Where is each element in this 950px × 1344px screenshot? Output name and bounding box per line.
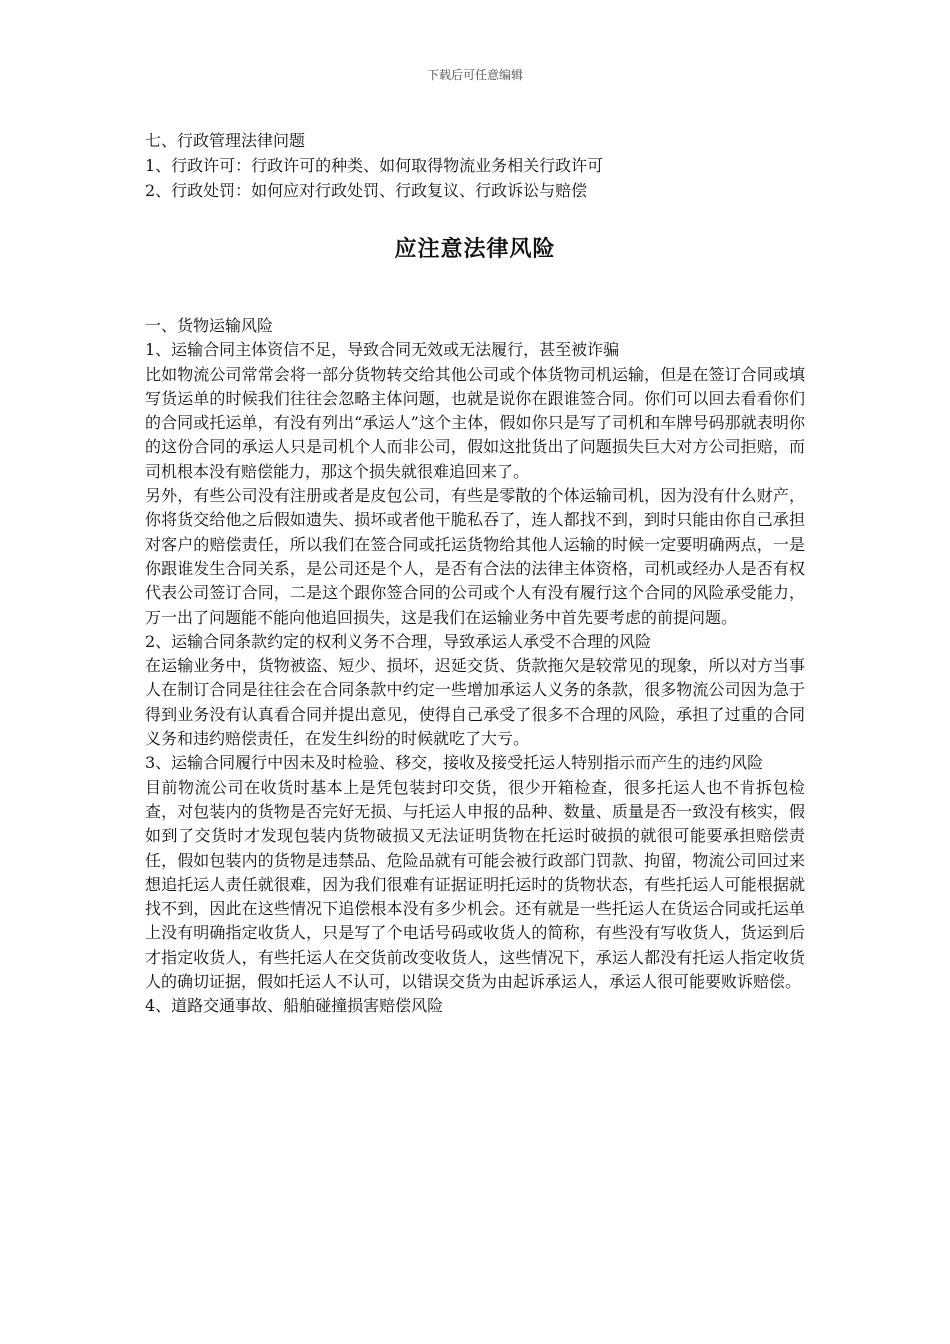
paragraph: 目前物流公司在收货时基本上是凭包装封印交货，很少开箱检查，很多托运人也不肯拆包检查，对包装内的货物是否完好无损、与托运人申报的品种、数量、质量是否一致没有核实，假如到了交货时才发现包装内货物破损又无法证明货物在托运时破损的就很可能要承担赔偿责任，假如包装内的货物是违禁品、危险品就有可能会被行政部门罚款、拘留，物流公司回过来想追托运人责任就很难，因为我们很难有证据证明托运时的货物状态，有些托运人可能根据就找不到，因此在这些情况下追偿根本没有多少机会。还有就是一些托运人在货运合同或托运单上没有明确指定收货人，只是写了个电话号码或收货人的简称，有些没有写收货人，货运到后才指定收货人，有些托运人在交货前改变收货人，这些情况下，承运人都没有托运人指定收货人的确切证据，假如托运人不认可，以错误交货为由起诉承运人，承运人很可能要败诉赔偿。 [145,777,805,992]
paragraph: 在运输业务中，货物被盗、短少、损坏，迟延交货、货款拖欠是较常见的现象，所以对方当事人在制订合同是往往会在合同条款中约定一些增加承运人义务的条款，很多物流公司因为急于得到业务没有认真看合同并提出意见，使得自己承受了很多不合理的风险，承担了过重的合同义务和违约赔偿责任，在发生纠纷的时候就吃了大亏。 [145,656,805,749]
paragraph: 另外，有些公司没有注册或者是皮包公司，有些是零散的个体运输司机，因为没有什么财产，你将货交给他之后假如遗失、损坏或者他干脆私吞了，连人都找不到，到时只能由你自己承担对客户的赔偿责任，所以我们在签合同或托运货物给其他人运输的时候一定要明确两点，一是你跟谁发生合同关系，是公司还是个人，是否有合法的法律主体资格，司机或经办人是否有权代表公司签订合同，二是这个跟你签合同的公司或个人有没有履行这个合同的风险承受能力，万一出了问题能不能向他追回损失，这是我们在运输业务中首先要考虑的前提问题。 [145,486,805,627]
section-cargo-transport-risk [145,314,805,1019]
section-heading: 七、行政管理法律问题 [145,131,306,150]
subheading-contract-subject: 1、运输合同主体资信不足，导致合同无效或无法履行，甚至被诈骗 [145,340,620,360]
part-heading: 一、货物运输风险 [145,316,274,335]
paragraph: 比如物流公司常常会将一部分货物转交给其他公司或个体货物司机运输，但是在签订合同或填写货运单的时候我们往往会忽略主体问题，也就是说你在跟谁签合同。你们可以回去看看你们的合同或托运单，有没有列出“承运人”这个主体，假如你只是写了司机和车牌号码那就表明你的这份合同的承运人只是司机个人而非公司，假如这批货出了问题损失巨大对方公司拒赔，而司机根本没有赔偿能力，那这个损失就很难追回来了。 [145,364,805,481]
subheading-contract-performance: 3、运输合同履行中因未及时检验、移交，接收及接受托运人特别指示而产生的违约风险 [145,753,764,773]
section-item-administrative-permit: 1、行政许可：行政许可的种类、如何取得物流业务相关行政许可 [145,156,604,175]
section-administrative-law [145,128,805,203]
document-title: 应注意法律风险 [394,237,556,262]
section-item-administrative-penalty: 2、行政处罚：如何应对行政处罚、行政复议、行政诉讼与赔偿 [145,181,588,200]
page-header: 下载后可任意编辑 [426,68,523,82]
subheading-contract-terms: 2、运输合同条款约定的权利义务不合理，导致承运人承受不合理的风险 [145,631,652,651]
subheading-traffic-accident: 4、道路交通事故、船舶碰撞损害赔偿风险 [145,996,444,1016]
